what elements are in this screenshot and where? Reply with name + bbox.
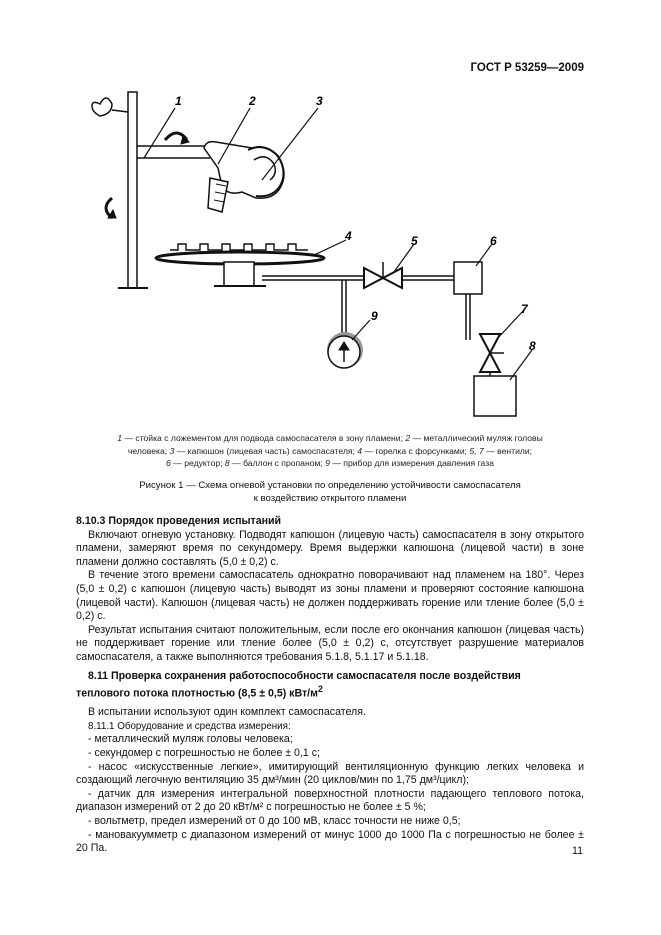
section-heading-8-10-3: 8.10.3 Порядок проведения испытаний (76, 515, 282, 527)
standard-number: ГОСТ Р 53259—2009 (470, 62, 584, 74)
label-6: 6 (490, 234, 497, 248)
label-5: 5 (411, 234, 418, 248)
paragraph: Результат испытания считают положительным, если после его окончания капюшон (лицевая часть) не поддерживает горение или тление более (5,0 ± 0,2) с, отсутствует разрушение материалов самоспасателя, а также выполняются требования 5.1.8, 5.1.17 и 5.1.18. (76, 623, 584, 663)
propane-cylinder (474, 376, 516, 416)
figure-legend: 1 — стойка с ложементом для подвода самоспасателя в зону пламени; 2 — металлический муляж головы человека; 3 — капюшон (лицевая часть) самоспасателя; 4 — горелка с форсунками; 5, 7 — вентили; 6 — редуктор; 8 — баллон с пропаном; 9 — прибор для измерения давления газа (117, 433, 543, 468)
list-item: - секундомер с погрешностью не более ± 0,1 с; (88, 747, 320, 760)
test-setup-diagram (0, 0, 661, 430)
list-item: - вольтметр, предел измерений от 0 до 100 мВ, класс точности не ниже 0,5; (88, 815, 461, 827)
label-2: 2 (249, 94, 256, 108)
burner-stand (224, 262, 254, 286)
list-item: - металлический муляж головы человека; (88, 733, 293, 746)
paragraph: Включают огневую установку. Подводят капюшон (лицевую часть) самоспасателя в зону открытого пламени, замеряют время по секундомеру. Время выдержки капюшона (лицевой части) в зоне пламени должно составлять (5,0 ± 0,2) с. (76, 528, 584, 568)
section-heading-8-11: 8.11 Проверка сохранения работоспособности самоспасателя после воздействия теплового потока плотностью (8,5 ± 0,5) кВт/$м^2$ (76, 669, 521, 700)
label-9: 9 (371, 309, 378, 323)
burner-nozzles (170, 244, 308, 250)
figure-caption: Рисунок 1 — Схема огневой установки по определению устойчивости самоспасателя к воздействию открытого пламени (139, 480, 521, 504)
label-4: 4 (345, 229, 352, 243)
list-item: - насос «искусственные легкие», имитирующий вентиляционную функцию легких человека и создающий легочную вентиляцию 35 дм³/мин (20 циклов/мин по 1,75 дм³/цикл); (76, 760, 584, 787)
label-8: 8 (529, 339, 536, 353)
label-1: 1 (175, 94, 182, 108)
list-item: - мановакуумметр с диапазоном измерений от минус 1000 до 1000 Па с погрешностью не более ± 20 Па. (76, 828, 584, 855)
reducer (454, 262, 482, 294)
label-3: 3 (316, 94, 323, 108)
hood-valve (208, 178, 228, 212)
body-text (76, 515, 584, 856)
paragraph: В течение этого времени самоспасатель однократно поворачивают над пламенем на 180°. Через (5,0 ± 0,2) с капюшон (лицевую часть) выводят из зоны пламени и проверяют состояние капюшона (лицевой части). Капюшон (лицевая часть) не должен поддерживать горение или тление более (5,0 ± 0,2) с. (76, 569, 584, 623)
label-7: 7 (521, 302, 528, 316)
stand-knob (92, 98, 112, 116)
page-number: 11 (572, 845, 583, 857)
list-item: - датчик для измерения интегральной поверхностной плотности падающего теплового потока, диапазон измерений от 2 до 20 кВт/м² с погрешностью не более ± 5 %; (76, 787, 584, 814)
stand-post (128, 92, 137, 288)
subsection-heading: 8.11.1 Оборудование и средства измерения: (88, 720, 291, 732)
paragraph: В испытании используют один комплект самоспасателя. (88, 706, 366, 719)
